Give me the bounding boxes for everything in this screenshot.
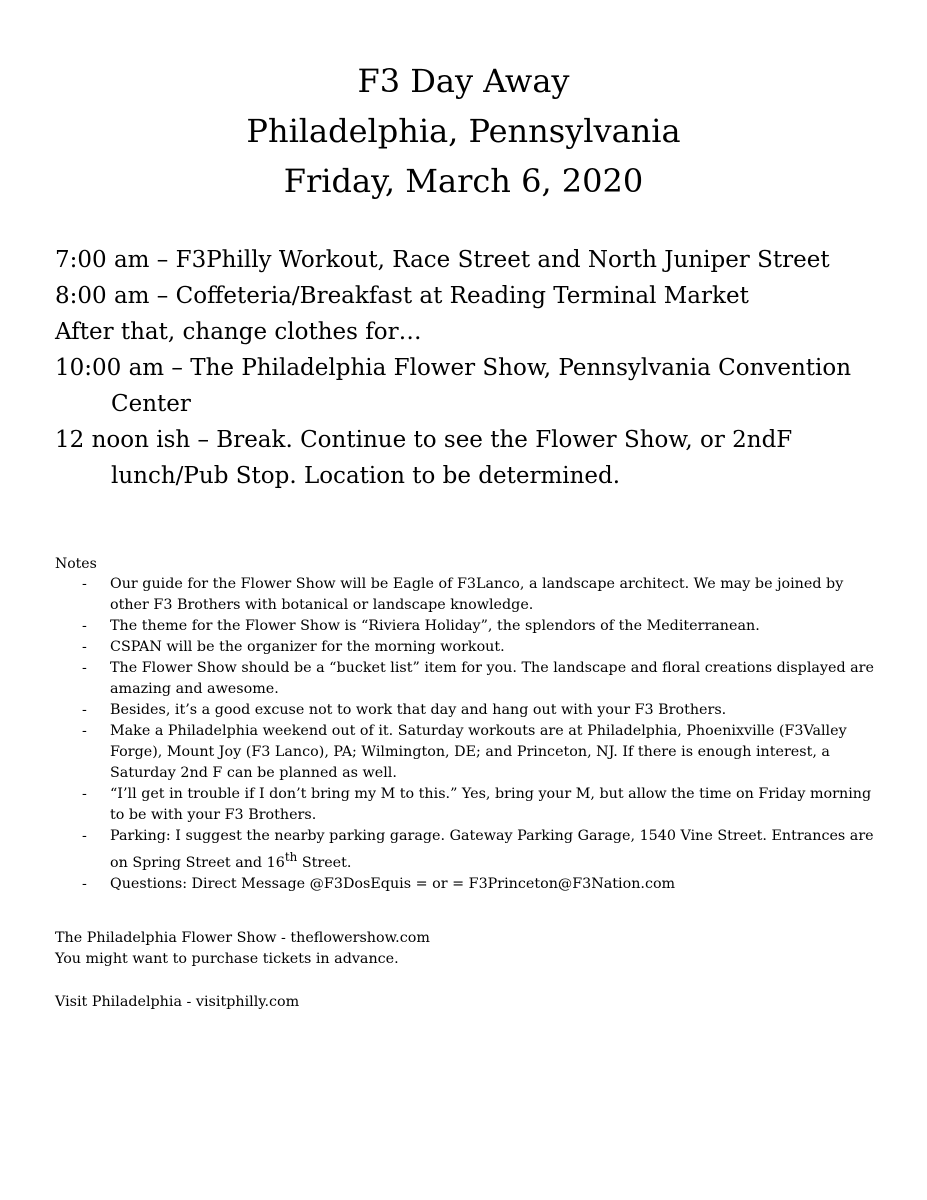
- schedule-item: After that, change clothes for…: [55, 319, 422, 345]
- parking-text-main: Parking: I suggest the nearby parking garage. Gateway Parking Garage, 1540 Vine Street. Entrances are on Spring Street and 16: [110, 828, 874, 871]
- ordinal-suffix: th: [284, 850, 298, 864]
- parking-text: [110, 828, 874, 871]
- note-item-questions: [82, 874, 882, 895]
- note-text: CSPAN will be the organizer for the morning workout.: [110, 639, 505, 655]
- bullet-dash: -: [82, 639, 87, 655]
- note-item: [82, 658, 882, 700]
- note-item: [82, 616, 882, 637]
- note-text: The Flower Show should be a “bucket list” item for you. The landscape and floral creations displayed are amazing and awesome.: [110, 660, 874, 697]
- schedule-item: 10:00 am – The Philadelphia Flower Show, Pennsylvania Convention Center: [55, 355, 852, 417]
- note-text: Besides, it’s a good excuse not to work that day and hang out with your F3 Brothers.: [110, 702, 727, 718]
- title-location: Philadelphia, Pennsylvania: [246, 112, 681, 150]
- schedule-item: 7:00 am – F3Philly Workout, Race Street and North Juniper Street: [55, 247, 830, 273]
- notes-list: [82, 574, 882, 895]
- note-item-parking: [82, 826, 882, 874]
- schedule-item: 12 noon ish – Break. Continue to see the Flower Show, or 2ndF lunch/Pub Stop. Location to be determined.: [55, 427, 793, 489]
- title-event: F3 Day Away: [357, 62, 570, 100]
- note-text: “I’ll get in trouble if I don’t bring my M to this.” Yes, bring your M, but allow the time on Friday morning to be with your F3 Brothers.: [110, 786, 872, 823]
- note-text: Make a Philadelphia weekend out of it. Saturday workouts are at Philadelphia, Phoenixville (F3Valley Forge), Mount Joy (F3 Lanco), PA; Wilmington, DE; and Princeton, NJ. If there is enough interest, a Saturday 2nd F can be planned as well.: [110, 723, 847, 781]
- bullet-dash: -: [82, 618, 87, 634]
- bullet-dash: -: [82, 702, 87, 718]
- bullet-dash: -: [82, 723, 87, 739]
- schedule-item: 8:00 am – Coffeteria/Breakfast at Reading Terminal Market: [55, 283, 749, 309]
- note-text: The theme for the Flower Show is “Riviera Holiday”, the splendors of the Mediterranean.: [110, 618, 760, 634]
- schedule: [55, 242, 895, 494]
- bullet-dash: -: [82, 828, 87, 844]
- note-item: [82, 721, 882, 784]
- bullet-dash: -: [82, 660, 87, 676]
- flower-show-link-line: The Philadelphia Flower Show - theflowershow.com: [55, 930, 430, 946]
- note-item: [82, 574, 882, 616]
- note-item: [82, 784, 882, 826]
- visit-philadelphia-line: Visit Philadelphia - visitphilly.com: [55, 994, 300, 1010]
- title-date: Friday, March 6, 2020: [283, 162, 644, 200]
- bullet-dash: -: [82, 875, 87, 892]
- note-text: Our guide for the Flower Show will be Eagle of F3Lanco, a landscape architect. We may be joined by other F3 Brothers with botanical or landscape knowledge.: [110, 576, 844, 613]
- notes-heading: Notes: [55, 556, 97, 572]
- note-item: [82, 700, 882, 721]
- tickets-note: You might want to purchase tickets in advance.: [55, 951, 399, 967]
- document-title: [0, 56, 927, 206]
- bullet-dash: -: [82, 786, 87, 802]
- note-item: [82, 637, 882, 658]
- questions-text: Questions: Direct Message @F3DosEquis = or = F3Princeton@F3Nation.com: [110, 875, 676, 892]
- bullet-dash: -: [82, 576, 87, 592]
- parking-text-end: Street.: [297, 854, 352, 871]
